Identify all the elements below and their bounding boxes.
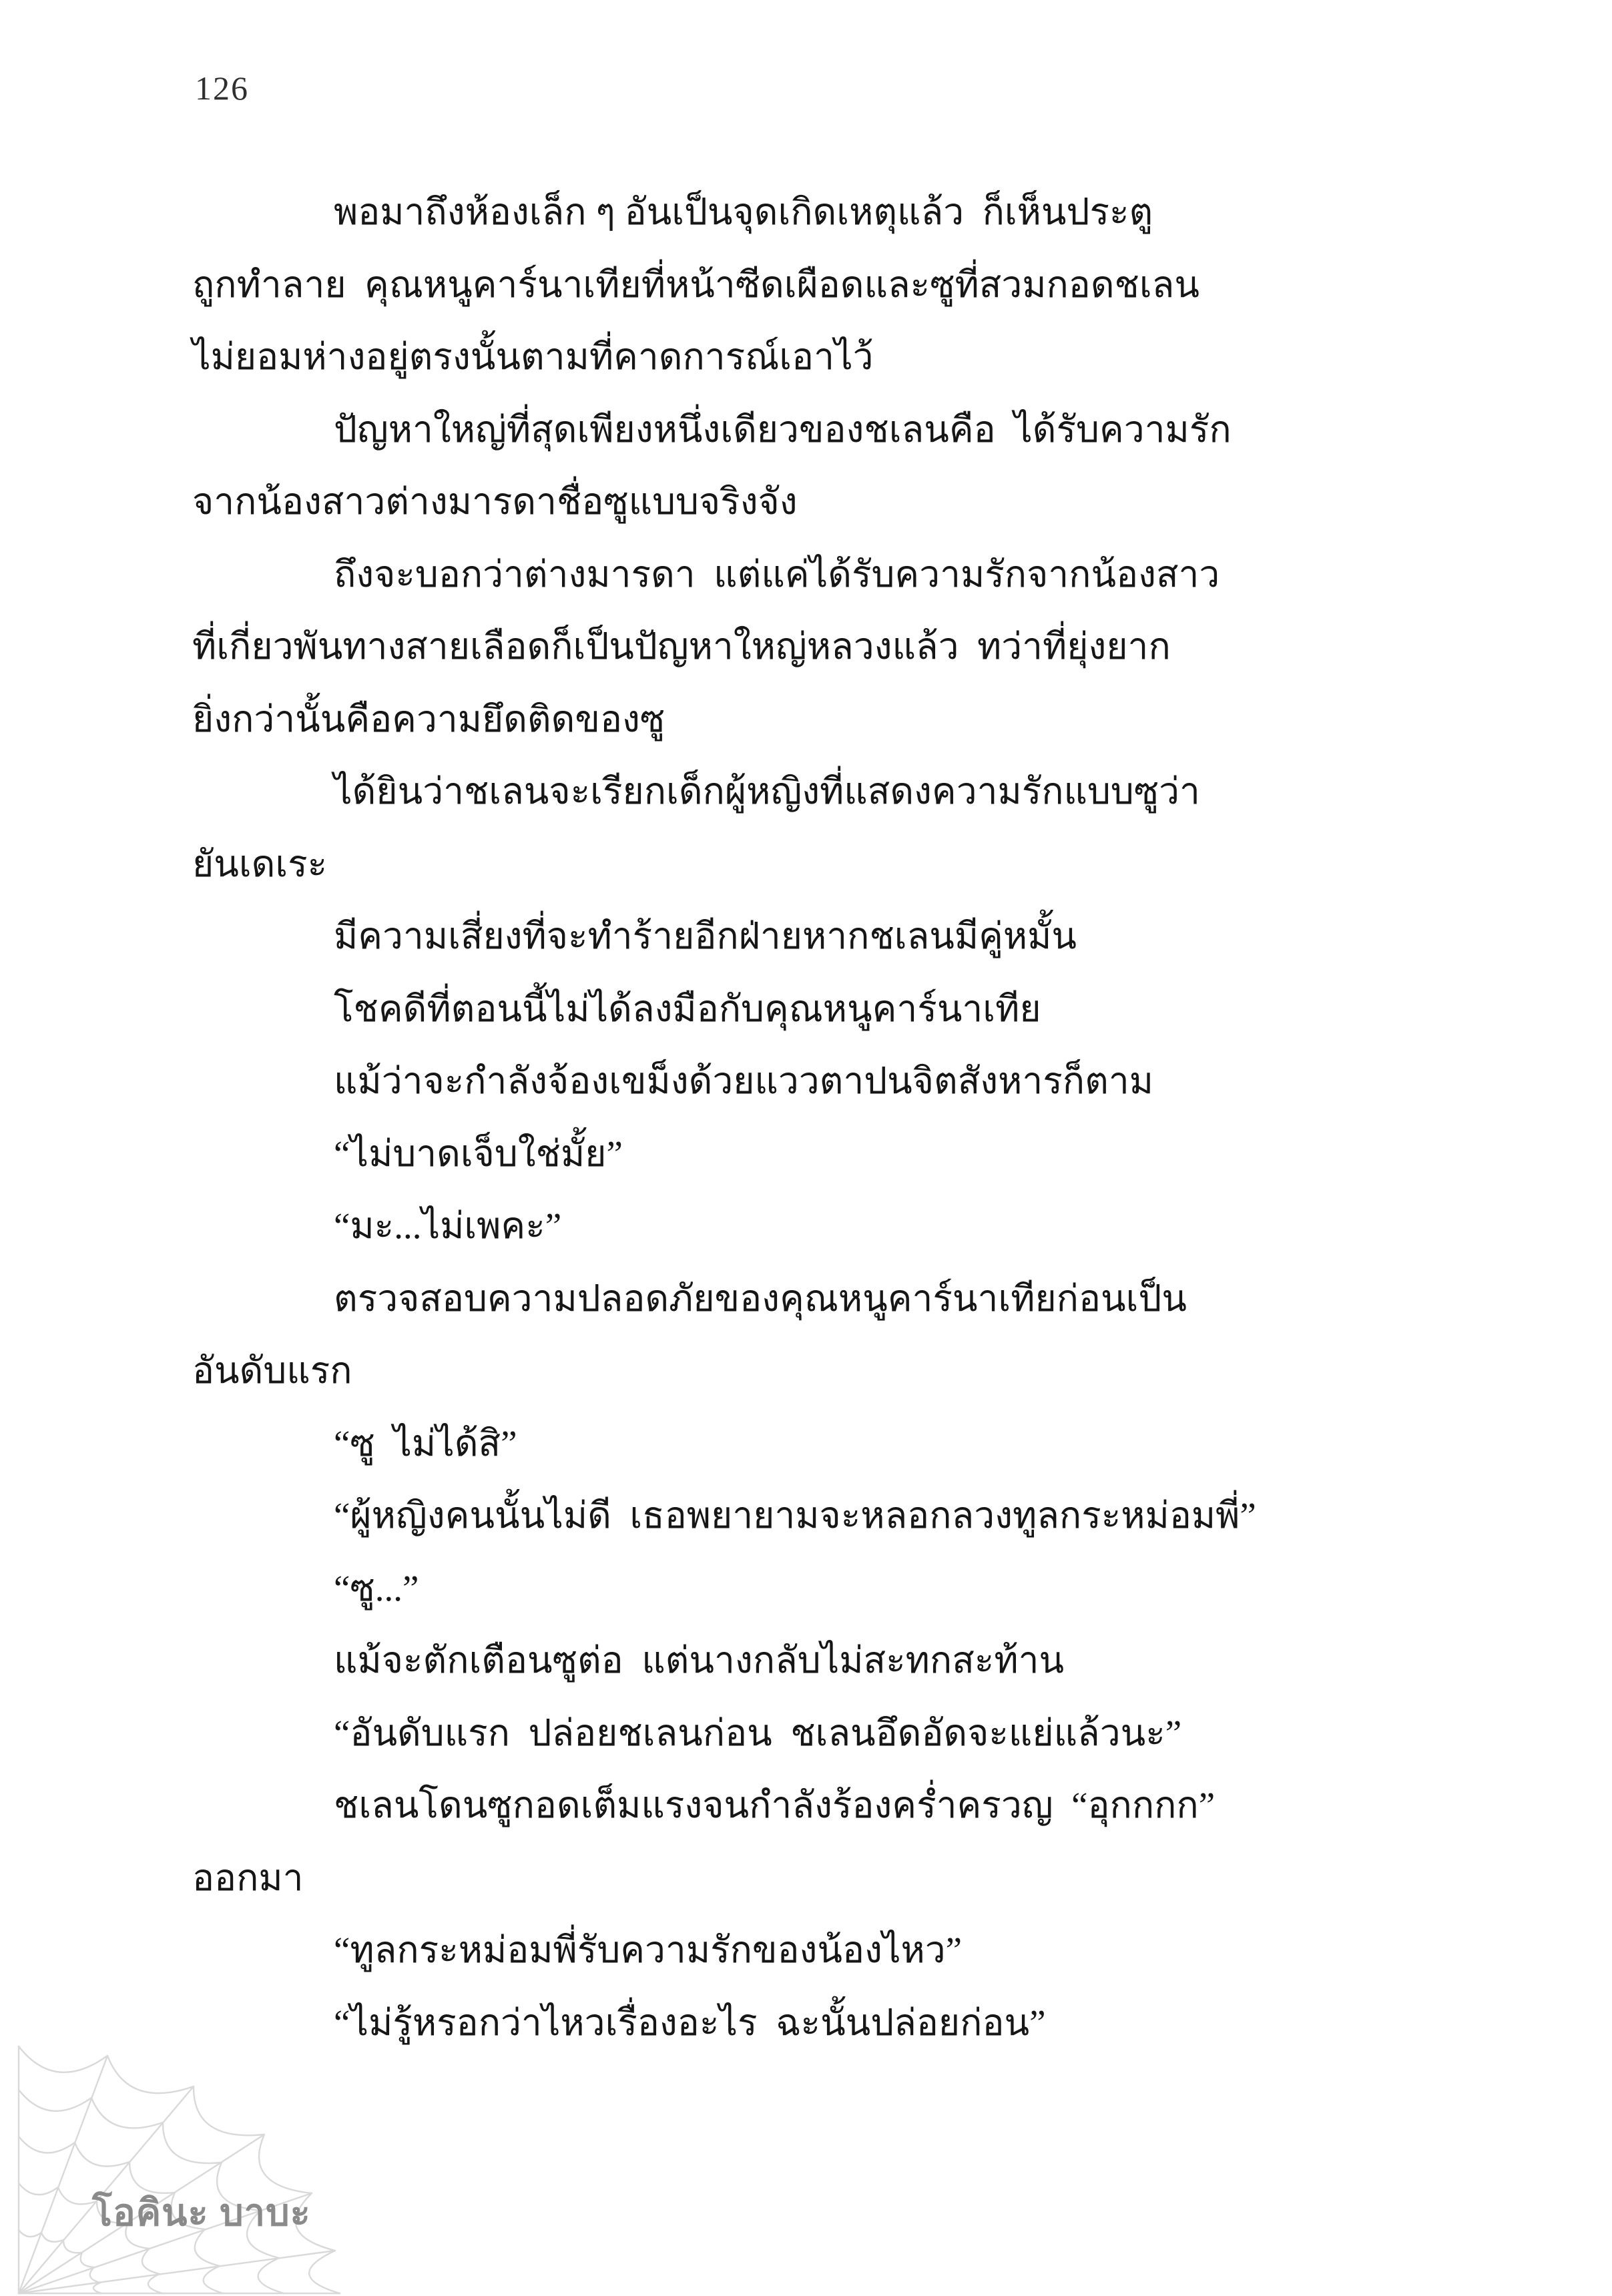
text-line: ยันเดเระ [192, 843, 328, 884]
text-line: “ไม่บาดเจ็บใช่มั้ย” [334, 1133, 623, 1174]
text-line: แม้ว่าจะกำลังจ้องเขม็งด้วยแววตาปนจิตสังหารก็ตาม [334, 1061, 1153, 1101]
text-line: ออกมา [192, 1857, 304, 1898]
text-line: ไม่ยอมห่างอยู่ตรงนั้นตามที่คาดการณ์เอาไว้ [192, 336, 874, 377]
page-number: 126 [195, 69, 249, 107]
text-line: แม้จะตักเตือนซูต่อ แต่นางกลับไม่สะทกสะท้าน [334, 1640, 1065, 1681]
watermark [0, 2041, 387, 2296]
text-line: อันดับแรก [192, 1350, 352, 1391]
body-text [192, 176, 1431, 2059]
text-line: ที่เกี่ยวพันทางสายเลือดก็เป็นปัญหาใหญ่หลวงแล้ว ทว่าที่ยุ่งยาก [192, 626, 1171, 667]
text-line: “ทูลกระหม่อมพี่รับความรักของน้องไหว” [334, 1930, 963, 1970]
text-line: พอมาถึงห้องเล็ก ๆ อันเป็นจุดเกิดเหตุแล้ว ก็เห็นประตู [334, 192, 1153, 232]
spiderweb-icon [0, 2041, 387, 2296]
text-line: ปัญหาใหญ่ที่สุดเพียงหนึ่งเดียวของชเลนคือ ได้รับความรัก [334, 408, 1232, 450]
text-line: “ผู้หญิงคนนั้นไม่ดี เธอพยายามจะหลอกลวงทูลกระหม่อมพี่” [334, 1495, 1256, 1536]
text-line: ตรวจสอบความปลอดภัยของคุณหนูคาร์นาเทียก่อนเป็น [334, 1277, 1187, 1319]
text-line: ถูกทำลาย คุณหนูคาร์นาเทียที่หน้าซีดเผือดและซูที่สวมกอดชเลน [192, 264, 1199, 305]
text-line: มีความเสี่ยงที่จะทำร้ายอีกฝ่ายหากชเลนมีคู่หมั้น [334, 916, 1077, 956]
text-line: “มะ...ไม่เพคะ” [334, 1205, 562, 1246]
text-line: จากน้องสาวต่างมารดาชื่อซูแบบจริงจัง [192, 481, 798, 522]
text-line: ได้ยินว่าชเลนจะเรียกเด็กผู้หญิงที่แสดงความรักแบบซูว่า [334, 771, 1200, 812]
text-line: “ซู...” [334, 1567, 419, 1609]
text-line: “ไม่รู้หรอกว่าไหวเรื่องอะไร ฉะนั้นปล่อยก่อน” [334, 2002, 1046, 2043]
text-line: “อันดับแรก ปล่อยชเลนก่อน ชเลนอึดอัดจะแย่แล้วนะ” [334, 1712, 1182, 1753]
text-line: ชเลนโดนซูกอดเต็มแรงจนกำลังร้องคร่ำครวญ “อุกกกก” [334, 1785, 1216, 1825]
text-line: “ซู ไม่ได้สิ” [334, 1422, 517, 1464]
text-line: ยิ่งกว่านั้นคือความยึดติดของซู [192, 698, 665, 740]
text-line: โชคดีที่ตอนนี้ไม่ได้ลงมือกับคุณหนูคาร์นาเทีย [334, 988, 1041, 1029]
watermark-author: โอคินะ บาบะ [92, 2191, 311, 2233]
text-line: ถึงจะบอกว่าต่างมารดา แต่แค่ได้รับความรักจากน้องสาว [334, 553, 1220, 595]
